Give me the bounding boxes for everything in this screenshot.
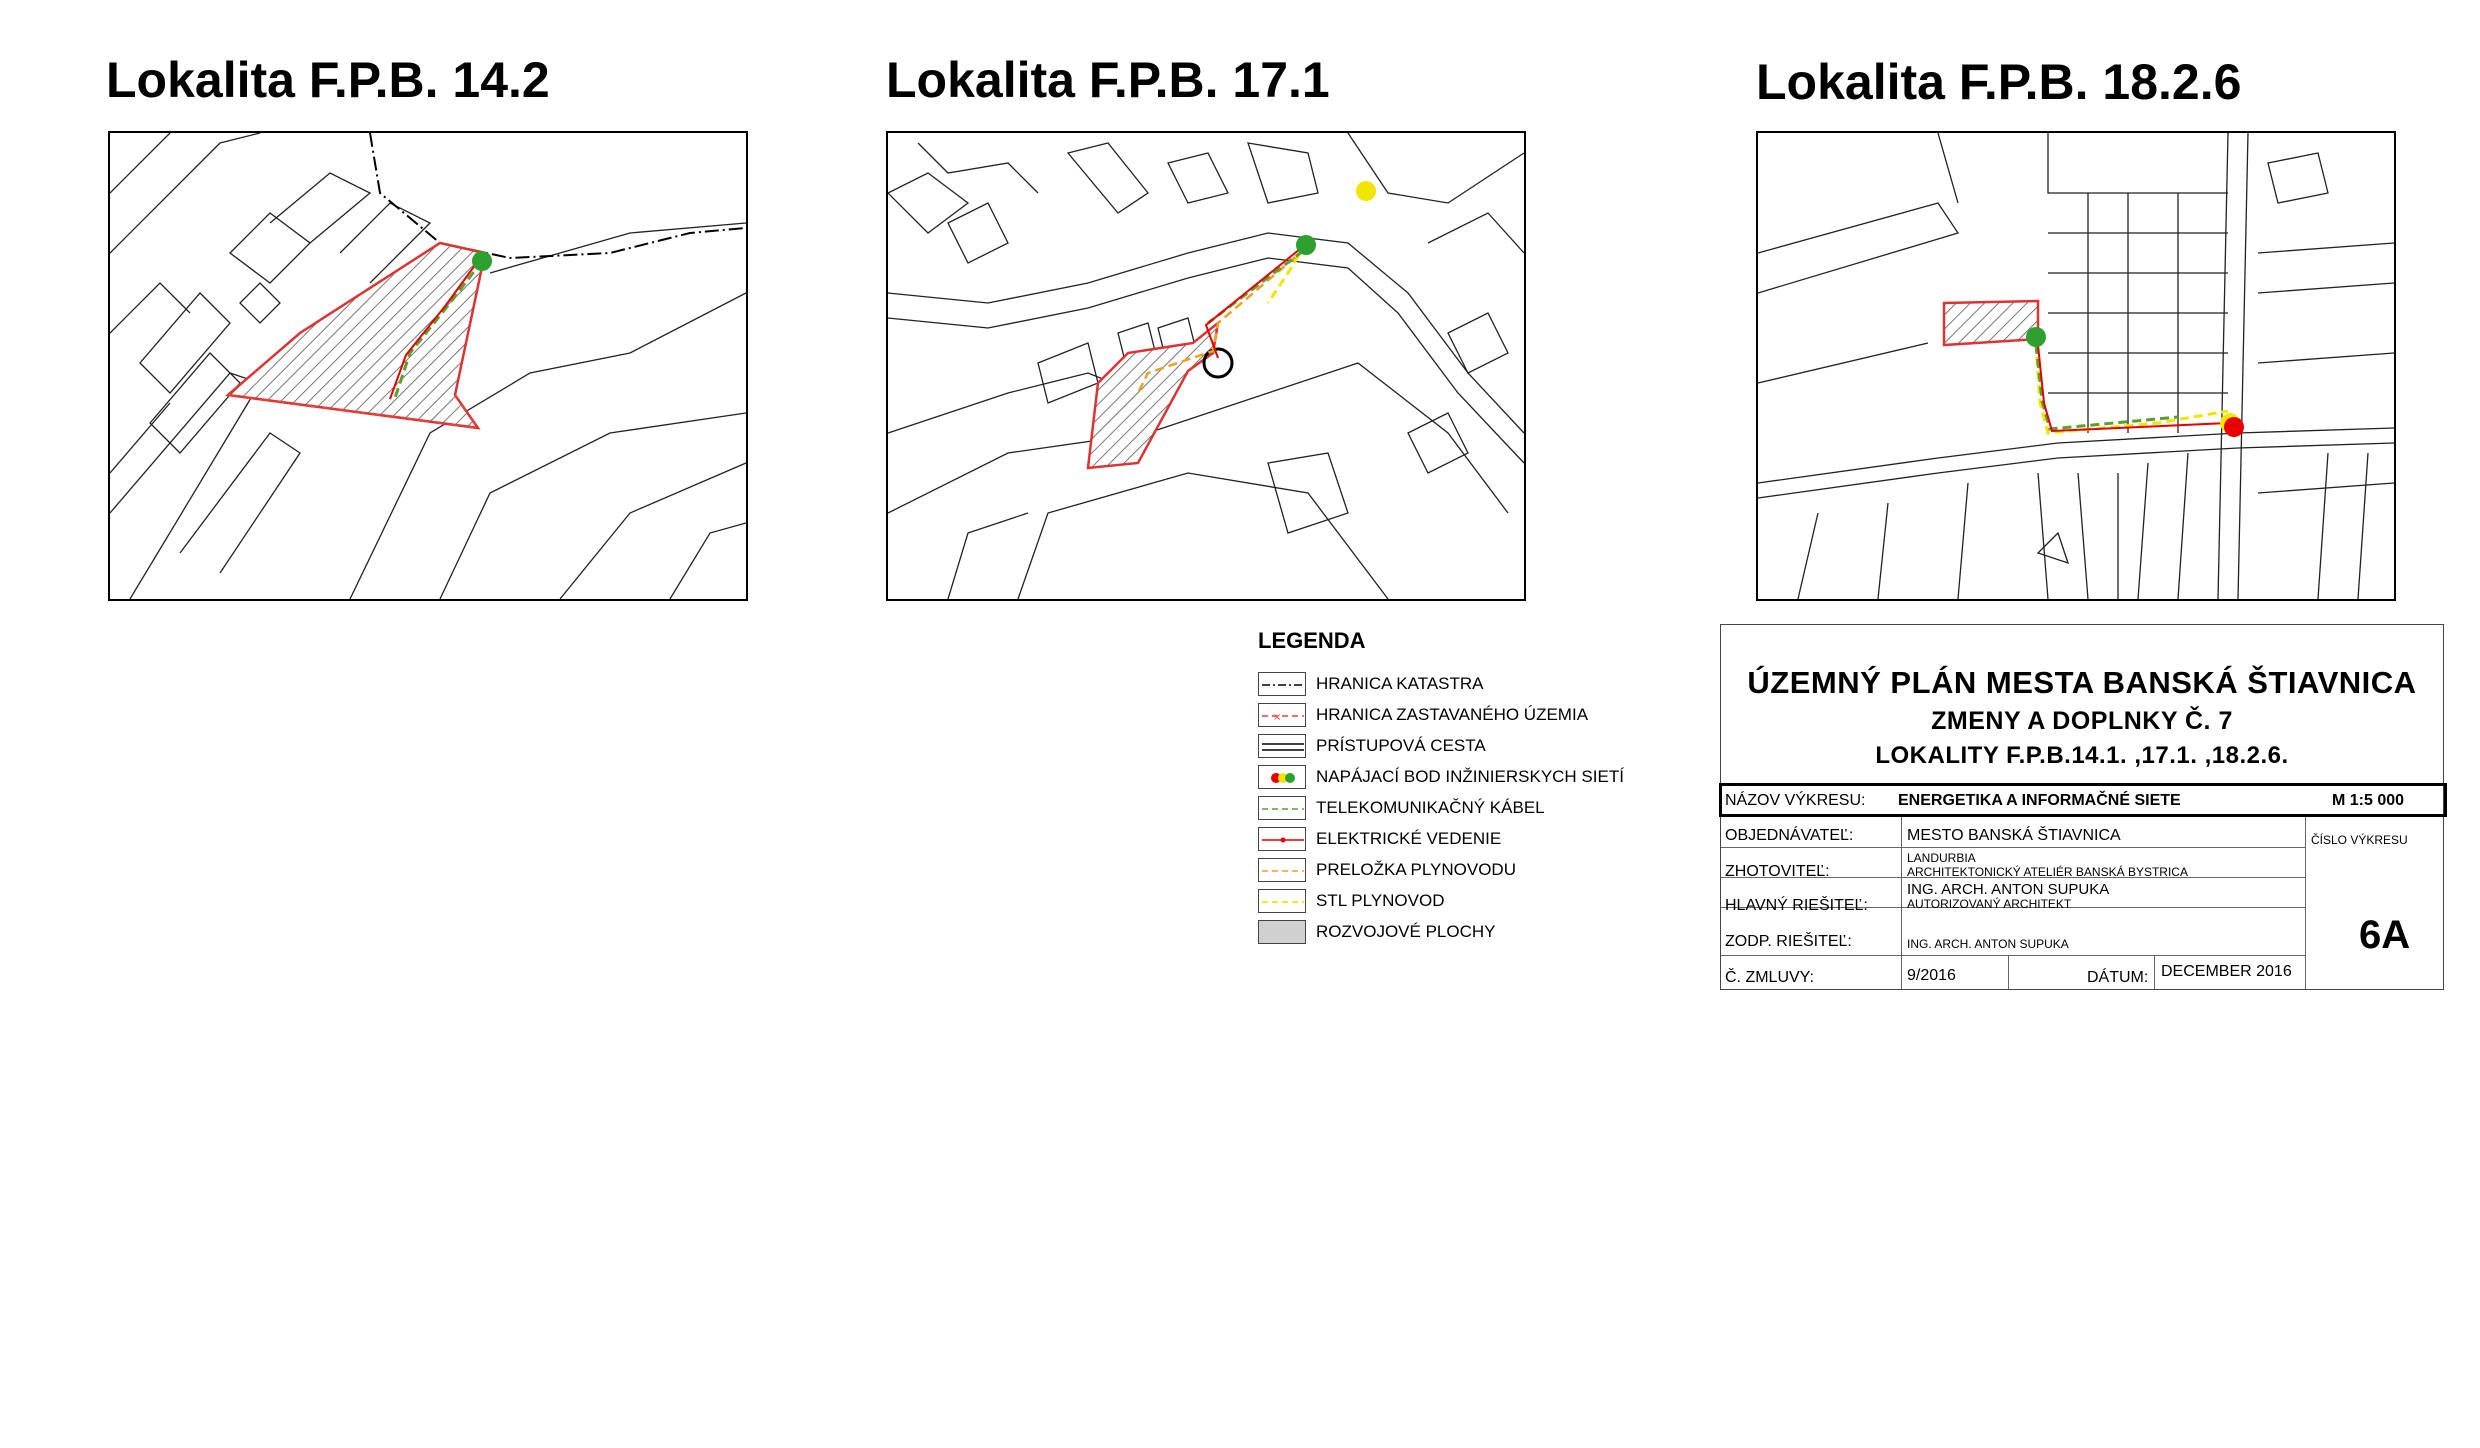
legend-label: HRANICA KATASTRA xyxy=(1316,673,1484,693)
svg-text:×: × xyxy=(1273,711,1282,723)
legend-item-cadastre xyxy=(1258,668,1658,699)
legend-item-development-area xyxy=(1258,916,1658,947)
stl-gas-line-icon xyxy=(1258,889,1306,913)
supply-point-red-icon[interactable] xyxy=(2224,417,2244,437)
map-14-2-drawing xyxy=(110,133,746,599)
parcel-lines xyxy=(888,133,1524,599)
panel-title-18-2-6: Lokalita F.P.B. 18.2.6 xyxy=(1756,54,2242,110)
legend-label: STL PLYNOVOD xyxy=(1316,890,1445,910)
legend-item-gas-relocation xyxy=(1258,854,1658,885)
legend-item-stl-gas xyxy=(1258,885,1658,916)
chief-line1: ING. ARCH. ANTON SUPUKA xyxy=(1907,881,2110,898)
double-line-icon xyxy=(1258,734,1306,758)
responsible: ING. ARCH. ANTON SUPUKA xyxy=(1907,937,2069,951)
supply-points-icon xyxy=(1258,765,1306,789)
date-label: DÁTUM: xyxy=(2087,969,2149,986)
power-line xyxy=(2038,345,2228,431)
client-label: OBJEDNÁVATEĽ: xyxy=(1725,827,1854,844)
development-fill-icon xyxy=(1258,920,1306,944)
subtitle: ZMENY A DOPLNKY Č. 7 xyxy=(1931,707,2233,735)
parcel-lines xyxy=(1758,133,2394,599)
access-turnaround xyxy=(1204,349,1232,377)
contract-label: Č. ZMLUVY: xyxy=(1725,969,1814,986)
stl-gas-line xyxy=(2036,343,2228,433)
legend-label: PRÍSTUPOVÁ CESTA xyxy=(1316,735,1486,755)
drawing-name-row xyxy=(1719,783,2447,817)
legend-label: TELEKOMUNIKAČNÝ KÁBEL xyxy=(1316,797,1545,817)
supply-point-green-icon[interactable] xyxy=(472,251,492,271)
scale: M 1:5 000 xyxy=(2332,792,2405,809)
grid-line xyxy=(1901,817,1902,989)
legend-item-built-up-border xyxy=(1258,699,1658,730)
responsible-label: ZODP. RIEŠITEĽ: xyxy=(1725,933,1852,950)
date: DECEMBER 2016 xyxy=(2161,963,2292,980)
grid-line xyxy=(2008,955,2009,989)
legend-item-telecom xyxy=(1258,792,1658,823)
panel-title-14-2: Lokalita F.P.B. 14.2 xyxy=(106,52,550,108)
contract: 9/2016 xyxy=(1907,967,1956,984)
drawing-number: 6A xyxy=(2359,913,2411,957)
legend-label: ROZVOJOVÉ PLOCHY xyxy=(1316,921,1496,941)
legend-item-access-road xyxy=(1258,730,1658,761)
client: MESTO BANSKÁ ŠTIAVNICA xyxy=(1907,827,2121,844)
contractor-line1: LANDURBIA xyxy=(1907,851,1976,865)
map-18-2-6-drawing xyxy=(1758,133,2394,599)
legend-label: HRANICA ZASTAVANÉHO ÚZEMIA xyxy=(1316,704,1589,724)
cadastre-border-line xyxy=(370,133,746,258)
panel-title-17-1: Lokalita F.P.B. 17.1 xyxy=(886,52,1330,108)
legend-item-power xyxy=(1258,823,1658,854)
contractor-line2: ARCHITEKTONICKÝ ATELIÉR BANSKÁ BYSTRICA xyxy=(1907,865,2188,879)
power-line-icon xyxy=(1258,827,1306,851)
title-block-header xyxy=(1721,625,2443,785)
legend-label: PRELOŽKA PLYNOVODU xyxy=(1316,859,1516,879)
map-17-1-drawing xyxy=(888,133,1524,599)
dash-dot-line-icon xyxy=(1258,672,1306,696)
drawing-number-label: ČÍSLO VÝKRESU xyxy=(2311,833,2408,847)
supply-point-green-icon[interactable] xyxy=(2026,327,2046,347)
grid-line xyxy=(1721,847,2305,848)
chief-line2: AUTORIZOVANÝ ARCHITEKT xyxy=(1907,897,2072,911)
legend xyxy=(1258,628,1658,947)
supply-point-green-icon[interactable] xyxy=(1296,235,1316,255)
supply-point-yellow-icon[interactable] xyxy=(1356,181,1376,201)
grid-line xyxy=(2305,817,2306,989)
telecom-cable-line xyxy=(2036,345,2178,429)
telecom-line-icon xyxy=(1258,796,1306,820)
map-panel-18-2-6[interactable] xyxy=(1756,131,2396,601)
main-title: ÚZEMNÝ PLÁN MESTA BANSKÁ ŠTIAVNICA xyxy=(1747,665,2417,700)
contractor-label: ZHOTOVITEĽ: xyxy=(1725,863,1830,880)
dashed-cross-line-icon xyxy=(1258,703,1306,727)
chief-label: HLAVNÝ RIEŠITEĽ: xyxy=(1725,897,1868,914)
drawing-name-label: NÁZOV VÝKRESU: xyxy=(1725,792,1866,809)
grid-line xyxy=(1721,955,2305,956)
title-block xyxy=(1720,624,2444,990)
legend-label: ELEKTRICKÉ VEDENIE xyxy=(1316,828,1502,848)
localities: LOKALITY F.P.B.14.1. ,17.1. ,18.2.6. xyxy=(1875,742,2289,769)
map-panel-14-2[interactable] xyxy=(108,131,748,601)
map-panel-17-1[interactable] xyxy=(886,131,1526,601)
legend-title: LEGENDA xyxy=(1258,628,1366,653)
drawing-name: ENERGETIKA A INFORMAČNÉ SIETE xyxy=(1898,792,2181,809)
development-area-polygon xyxy=(1944,301,2038,345)
legend-item-supply-point xyxy=(1258,761,1658,792)
legend-label: NAPÁJACÍ BOD INŽINIERSKYCH SIETÍ xyxy=(1316,766,1624,786)
gas-relocation-line-icon xyxy=(1258,858,1306,882)
grid-line xyxy=(2154,955,2155,989)
